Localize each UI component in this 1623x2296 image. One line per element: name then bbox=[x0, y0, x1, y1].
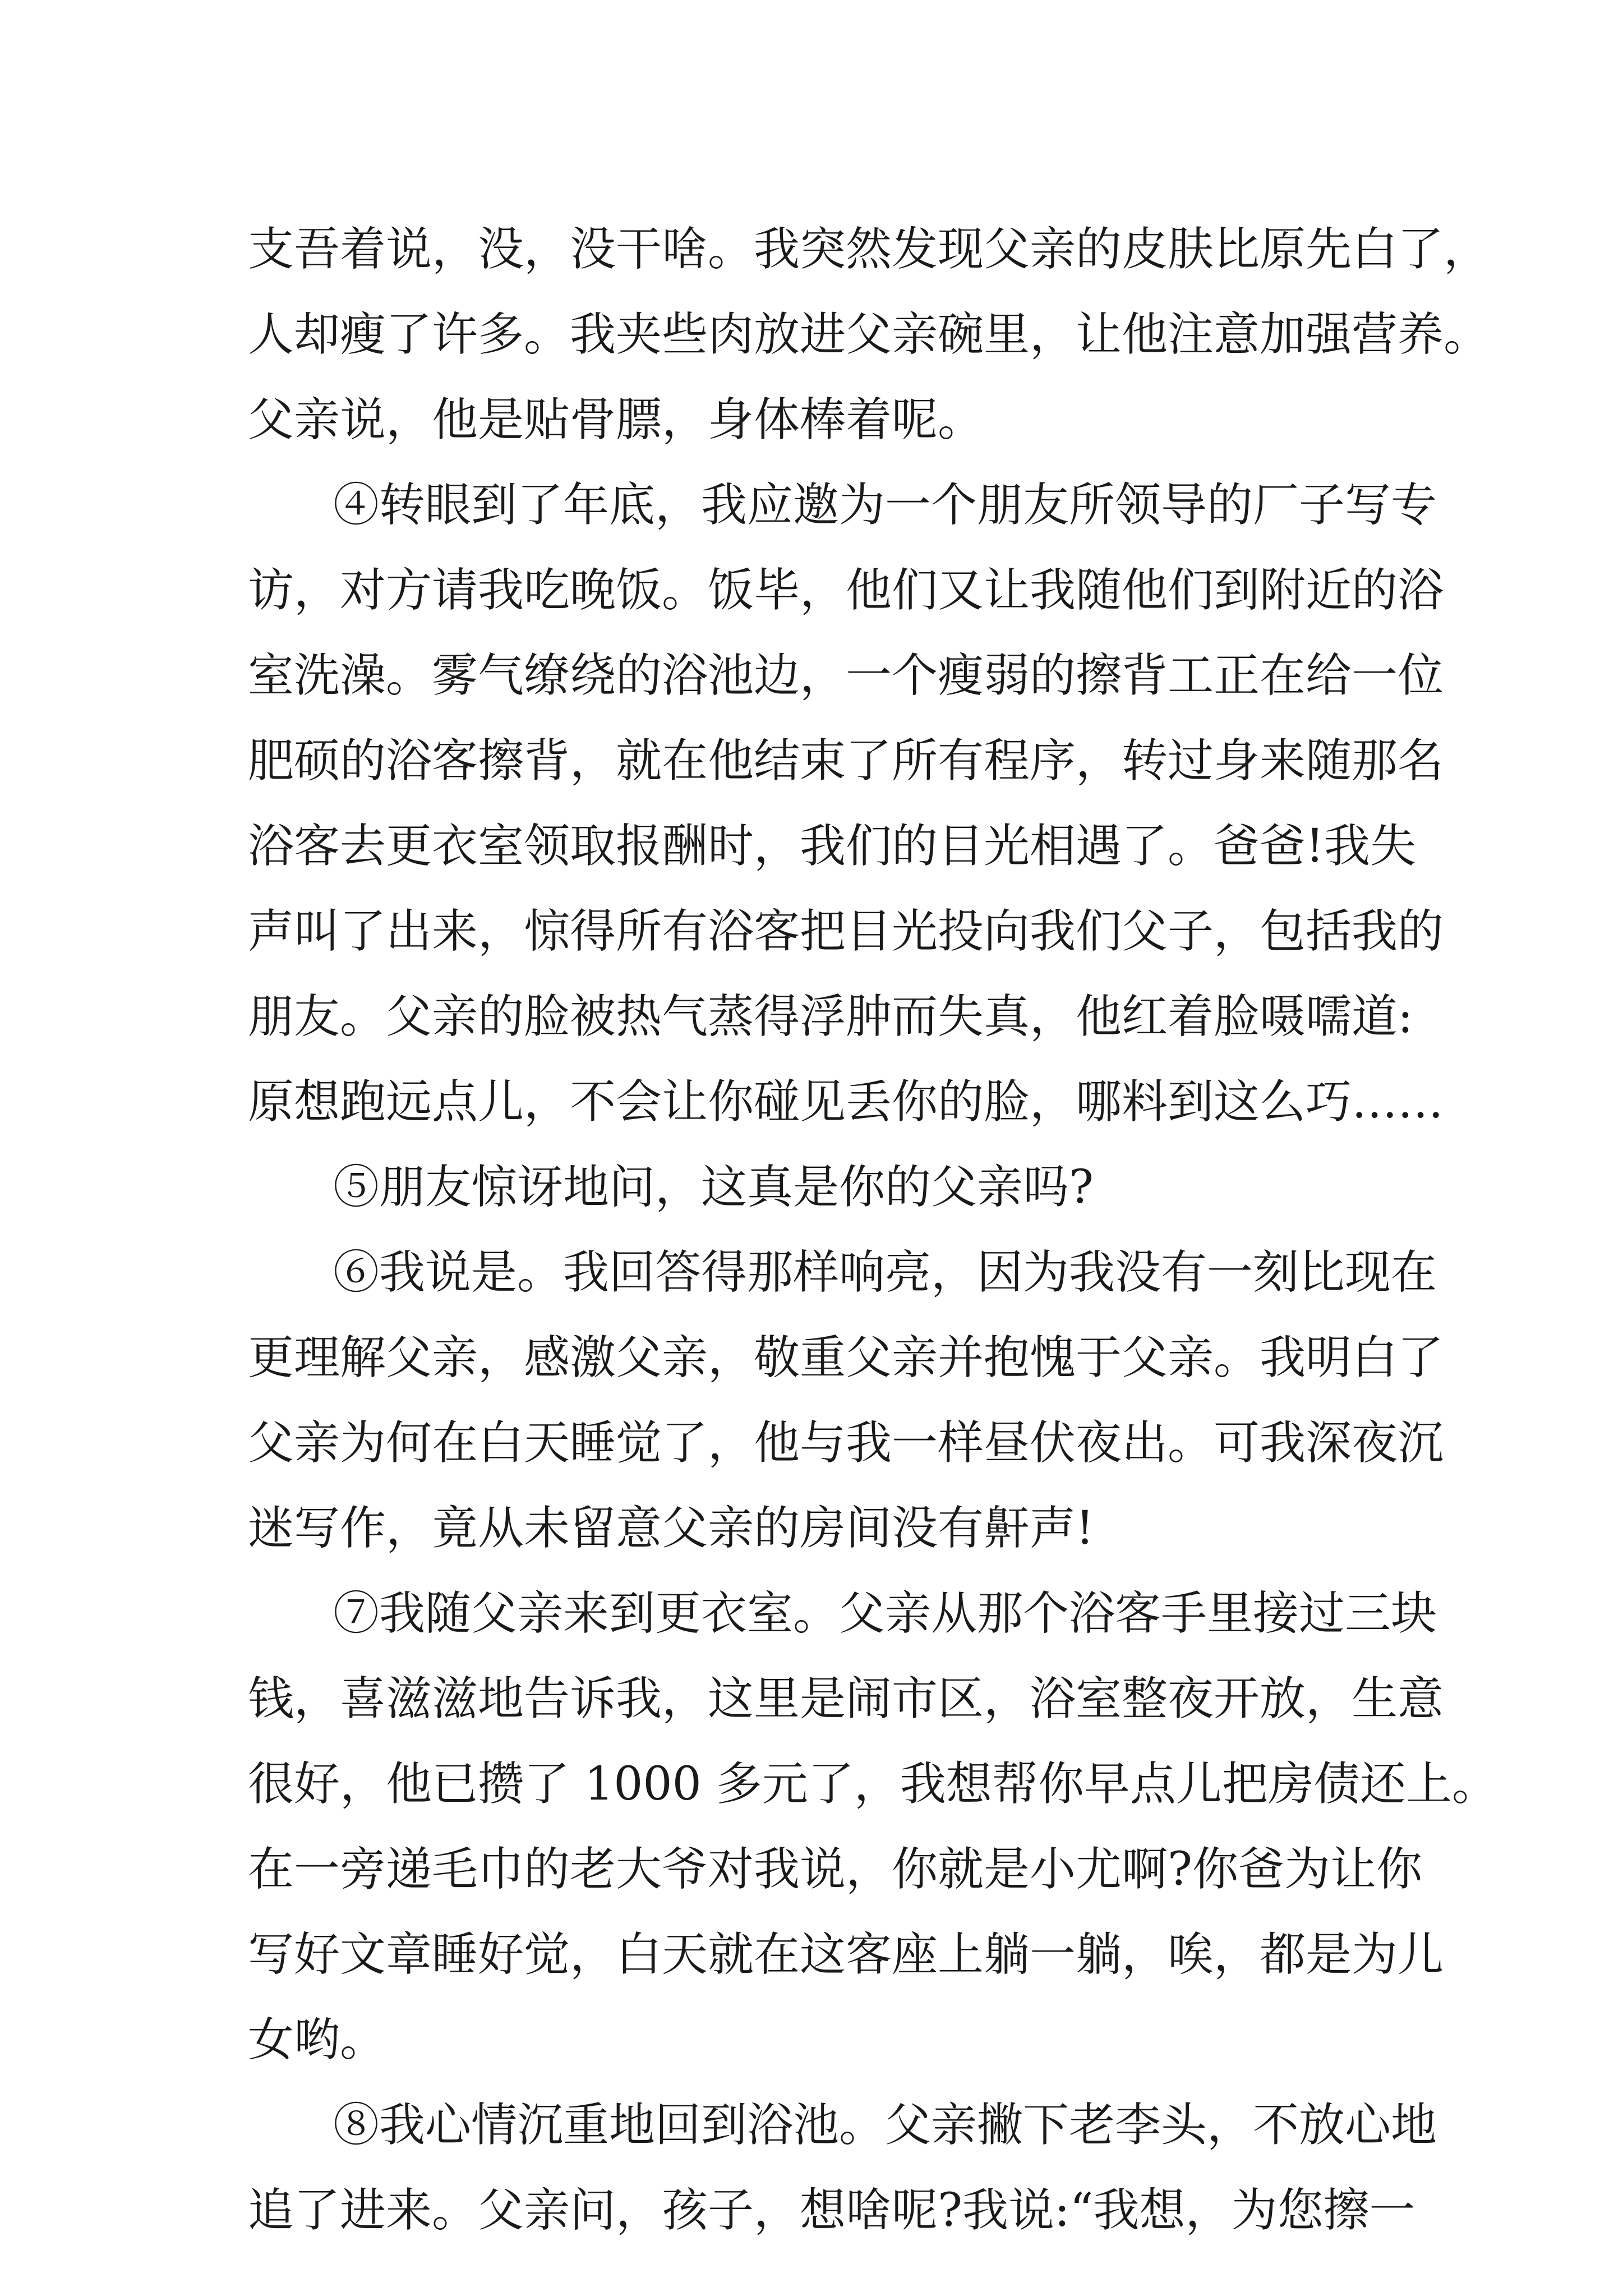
text-line: 原想跑远点儿，不会让你碰见丢你的脸，哪料到这么巧…… bbox=[248, 1075, 1444, 1129]
text-line: ⑥我说是。我回答得那样响亮，因为我没有一刻比现在 bbox=[333, 1246, 1437, 1299]
text-line: ⑦我随父亲来到更衣室。父亲从那个浴客手里接过三块 bbox=[333, 1587, 1437, 1640]
text-line: ⑤朋友惊讶地问，这真是你的父亲吗? bbox=[333, 1161, 1094, 1214]
text-line: ④转眼到了年底，我应邀为一个朋友所领导的厂子写专 bbox=[333, 478, 1437, 532]
text-line: 人却瘦了许多。我夹些肉放进父亲碗里，让他注意加强营养。 bbox=[248, 308, 1490, 361]
text-line: 写好文章睡好觉，白天就在这客座上躺一躺，唉，都是为儿 bbox=[248, 1928, 1444, 1981]
text-line: 朋友。父亲的脸被热气蒸得浮肿而失真，他红着脸嗫嚅道: bbox=[248, 990, 1413, 1043]
text-line: 访，对方请我吃晚饭。饭毕，他们又让我随他们到附近的浴 bbox=[248, 564, 1444, 617]
text-line: ⑧我心情沉重地回到浴池。父亲撇下老李头，不放心地 bbox=[333, 2099, 1437, 2152]
text-line: 浴客去更衣室领取报酬时，我们的目光相遇了。爸爸!我失 bbox=[248, 820, 1416, 873]
text-line: 很好，他已攒了 1000 多元了，我想帮你早点儿把房债还上。 bbox=[248, 1757, 1498, 1811]
text-line: 女哟。 bbox=[248, 2013, 386, 2067]
text-line: 追了进来。父亲问，孩子，想啥呢?我说:“我想，为您擦一 bbox=[248, 2184, 1415, 2237]
text-line: 父亲为何在白天睡觉了，他与我一样昼伏夜出。可我深夜沉 bbox=[248, 1416, 1444, 1470]
text-line: 声叫了出来，惊得所有浴客把目光投向我们父子，包括我的 bbox=[248, 905, 1444, 958]
text-line: 在一旁递毛巾的老大爷对我说，你就是小尤啊?你爸为让你 bbox=[248, 1843, 1422, 1896]
text-line: 钱，喜滋滋地告诉我，这里是闹市区，浴室整夜开放，生意 bbox=[248, 1672, 1444, 1726]
text-line: 肥硕的浴客擦背，就在他结束了所有程序，转过身来随那名 bbox=[248, 734, 1444, 788]
text-line: 迷写作，竟从未留意父亲的房间没有鼾声! bbox=[248, 1502, 1094, 1555]
text-line: 更理解父亲，感激父亲，敬重父亲并抱愧于父亲。我明白了 bbox=[248, 1331, 1444, 1384]
text-line: 支吾着说，没，没干啥。我突然发现父亲的皮肤比原先白了， bbox=[248, 223, 1490, 276]
text-line: 父亲说，他是贴骨膘，身体棒着呢。 bbox=[248, 393, 984, 447]
text-line: 室洗澡。雾气缭绕的浴池边，一个瘦弱的擦背工正在给一位 bbox=[248, 649, 1444, 702]
